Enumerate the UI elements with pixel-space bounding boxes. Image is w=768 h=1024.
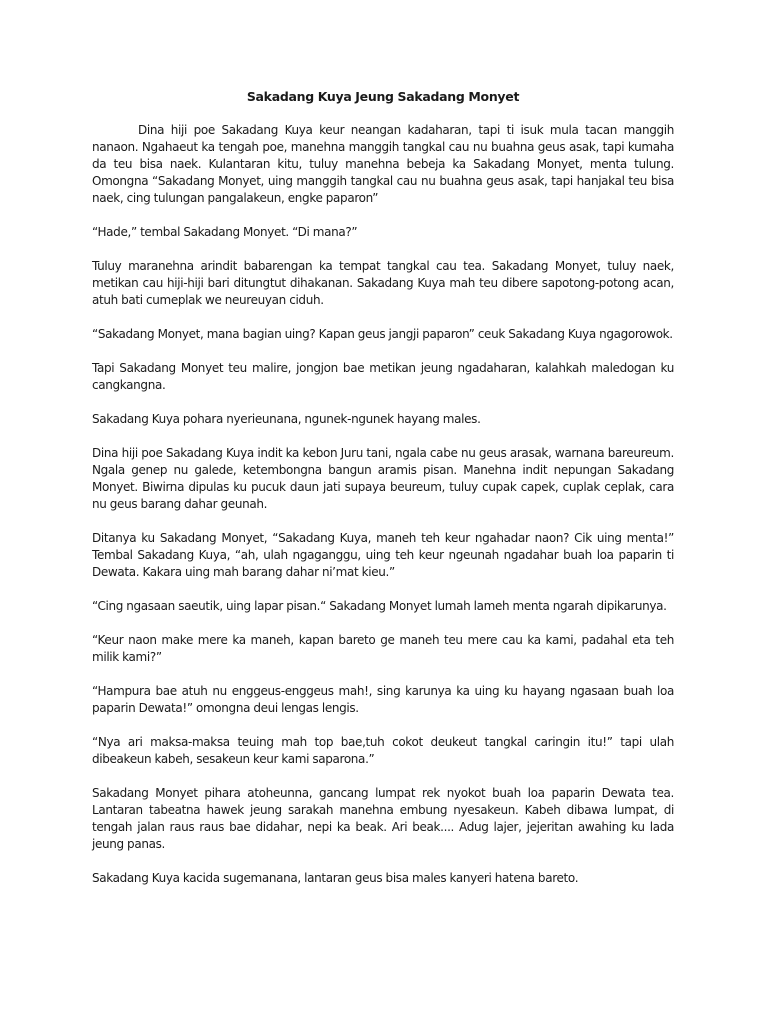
paragraph: “Hampura bae atuh nu enggeus-enggeus mah!, sing karunya ka uing ku hayang ngasaan buah loa paparin Dewata!” omongna deui lengas lengis. [92, 684, 674, 715]
paragraph: “Nya ari maksa-maksa teuing mah top bae,tuh cokot deukeut tangkal caringin itu!” tapi ulah dibeakeun kabeh, sesakeun keur kami saparona.” [92, 735, 674, 766]
document-title: Sakadang Kuya Jeung Sakadang Monyet [246, 89, 520, 104]
paragraph: “Sakadang Monyet, mana bagian uing? Kapan geus jangji paparon” ceuk Sakadang Kuya ngagorowok. [92, 327, 673, 341]
paragraph: Sakadang Monyet pihara atoheunna, gancang lumpat rek nyokot buah loa paparin Dewata tea. Lantaran tabeatna hawek jeung sarakah manehna embung nyesakeun. Kabeh dibawa lumpat, di tengah jalan raus raus bae didahar, nepi ka beak. Ari beak.... Adug lajer, jejeritan awahing ku lada jeung panas. [92, 786, 674, 851]
paragraph: Ditanya ku Sakadang Monyet, “Sakadang Kuya, maneh teh keur ngahadar naon? Cik uing menta!” Tembal Sakadang Kuya, “ah, ulah ngaganggu, uing teh keur ngeunah ngadahar buah loa paparin ti Dewata. Kakara uing mah barang dahar ni’mat kieu.” [92, 531, 674, 579]
paragraph: “Hade,” tembal Sakadang Monyet. “Di mana?” [92, 225, 358, 239]
paragraph: Tapi Sakadang Monyet teu malire, jongjon bae metikan jeung ngadaharan, kalahkah maledogan ku cangkangna. [92, 361, 674, 392]
paragraph: Dina hiji poe Sakadang Kuya keur neangan kadaharan, tapi ti isuk mula tacan manggih nanaon. Ngahaeut ka tengah poe, manehna manggih tangkal cau nu buahna geus asak, tapi kumaha da teu bisa naek. Kulantaran kitu, tuluy manehna bebeja ka Sakadang Monyet, menta tulung. Omongna “Sakadang Monyet, uing manggih tangkal cau nu buahna geus asak, tapi hanjakal teu bisa naek, cing tulungan pangalakeun, engke paparon” [92, 123, 674, 205]
paragraph: Dina hiji poe Sakadang Kuya indit ka kebon Juru tani, ngala cabe nu geus arasak, warnana bareureum. Ngala genep nu galede, ketembongna bangun aramis pisan. Manehna indit nepungan Sakadang Monyet. Biwirna dipulas ku pucuk daun jati supaya beureum, tuluy cupak capek, cuplak ceplak, cara nu geus barang dahar geunah. [92, 446, 674, 511]
paragraph: Sakadang Kuya pohara nyerieunana, ngunek-ngunek hayang males. [92, 412, 481, 426]
paragraph: Sakadang Kuya kacida sugemanana, lantaran geus bisa males kanyeri hatena bareto. [92, 871, 579, 885]
document-page [92, 88, 674, 904]
paragraph: Tuluy maranehna arindit babarengan ka tempat tangkal cau tea. Sakadang Monyet, tuluy naek, metikan cau hiji-hiji bari ditungtut dihakanan. Sakadang Kuya mah teu dibere sapotong-potong acan, atuh bati cumeplak we neureuyan ciduh. [92, 259, 674, 307]
paragraph: “Cing ngasaan saeutik, uing lapar pisan.“ Sakadang Monyet lumah lameh menta ngarah dipikarunya. [92, 599, 667, 613]
paragraph: “Keur naon make mere ka maneh, kapan bareto ge maneh teu mere cau ka kami, padahal eta teh milik kami?” [92, 633, 674, 664]
